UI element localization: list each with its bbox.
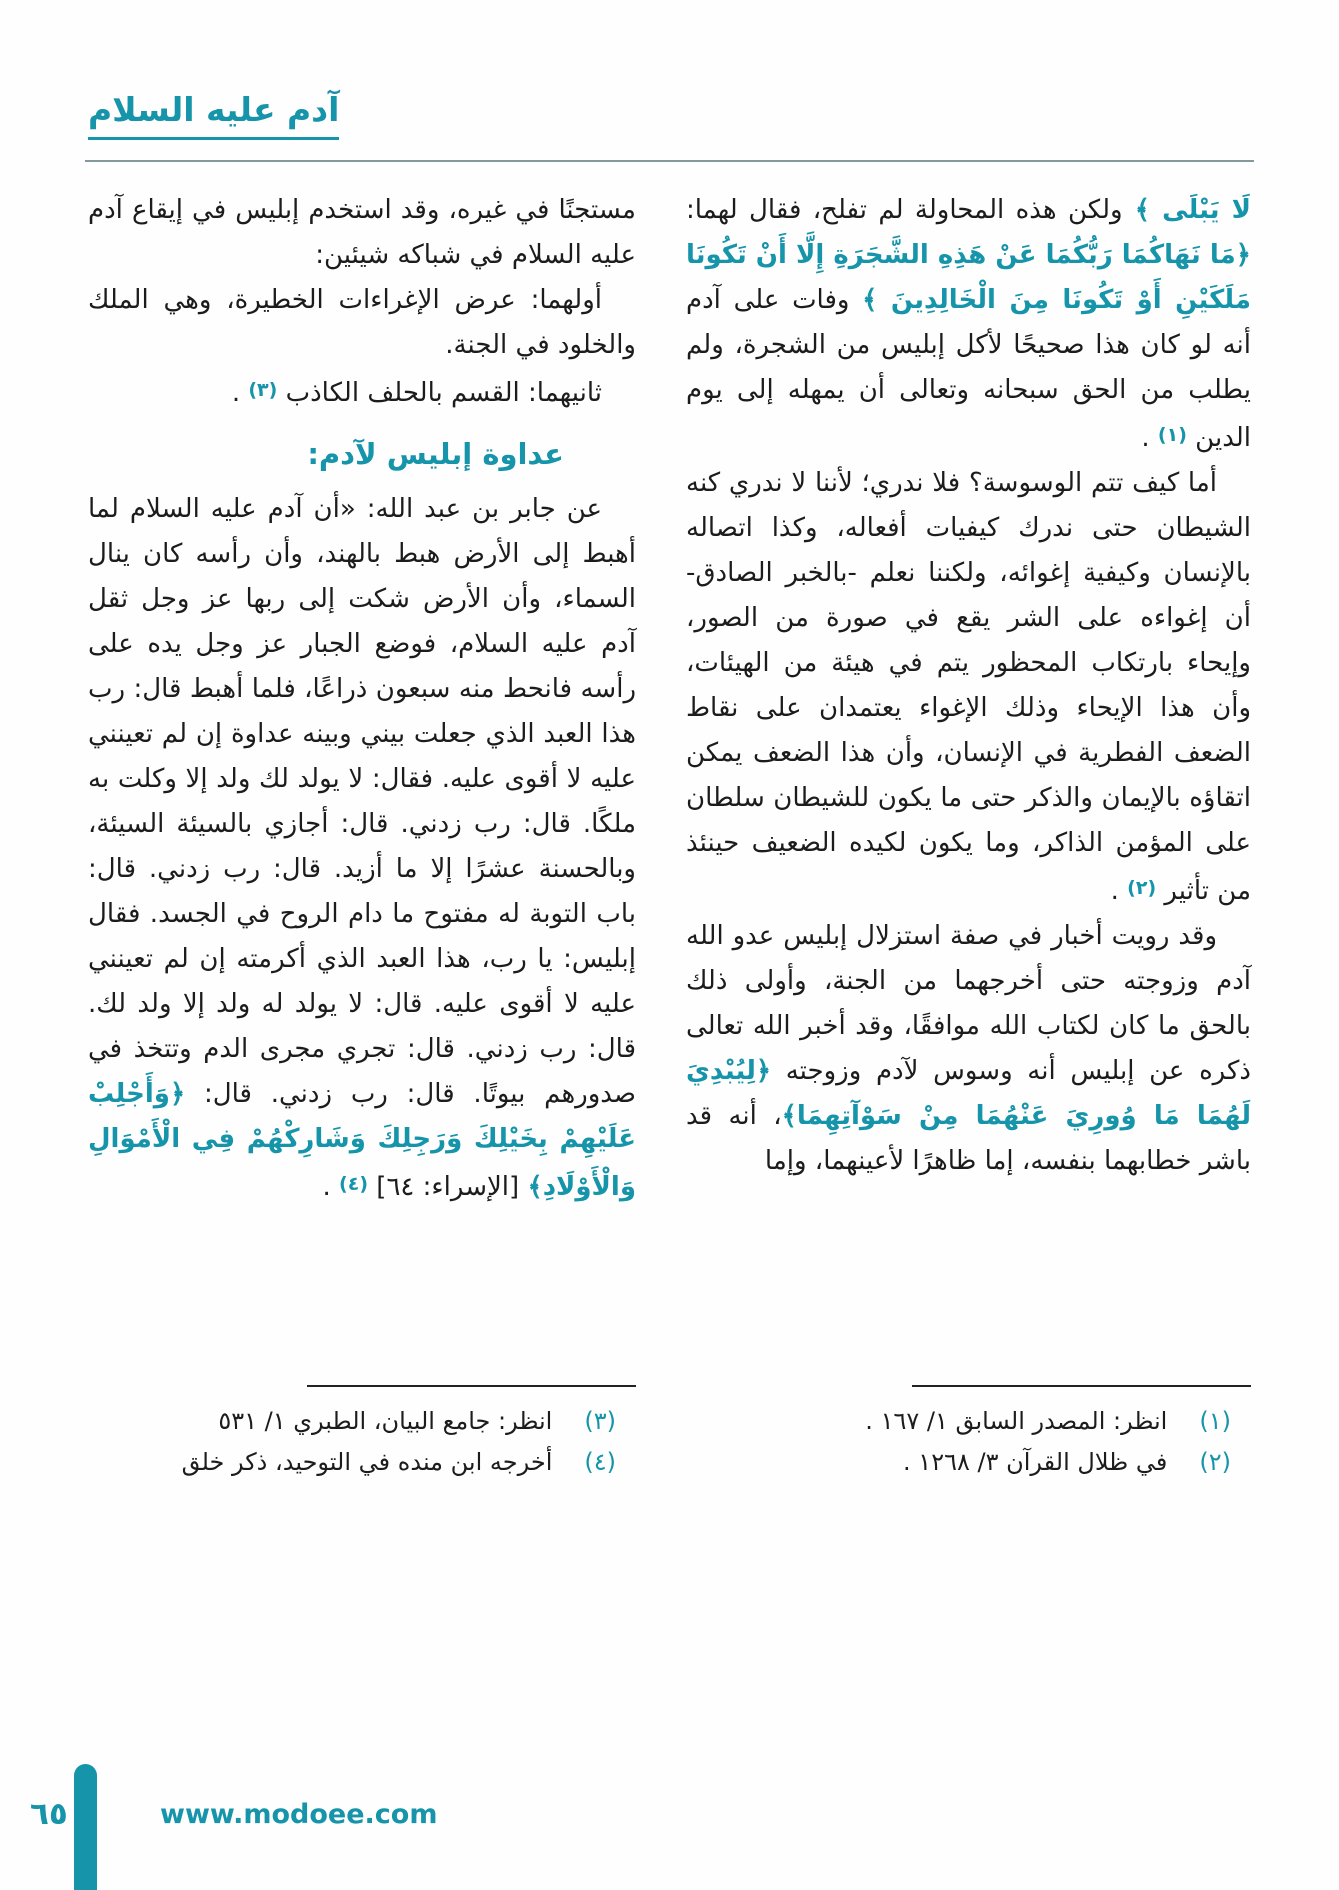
footnote-text: انظر: جامع البيان، الطبري ١/ ٥٣١ [218,1407,553,1435]
footnote-marker: (١) [1157,424,1187,446]
body-text: أما كيف تتم الوسوسة؟ فلا ندري؛ لأننا لا ندري كنه الشيطان حتى ندرك كيفيات أفعاله، وكذا اتصاله بالإنسان وكيفية إغوائه، ولكننا نعلم -بالخبر الصادق- أن إغواءه على الشر يقع في صورة من الصور، وإيحاء بارتكاب المحظور يتم في هيئة من الهيئات، وأن هذا الإيحاء وذلك الإغواء يعتمدان على نقاط الضعف الفطرية في الإنسان، وأن هذا الضعف يمكن اتقاؤه بالإيمان والذكر حتى ما يكون للشيطان سلطان على المؤمن الذاكر، وما يكون لكيده الضعيف حينئذ من تأثير [686,468,1251,906]
page-number: ٦٥ [30,1796,68,1832]
footnote-text: في ظلال القرآن ٣/ ١٢٦٨ . [903,1448,1168,1476]
paragraph [88,278,636,368]
footnote-separator [912,1385,1251,1387]
left-column [88,188,636,1483]
footnote-number: (٤) [584,1448,616,1476]
paragraph [686,461,1251,914]
left-footnote-list [88,1401,636,1483]
body-text: [الإسراء: ٦٤] [368,1172,528,1202]
left-footnotes [88,1377,636,1483]
footnote-number: (١) [1199,1407,1231,1435]
quran-verse: ﴿لِيُبْدِيَ لَهُمَا مَا وُورِيَ عَنْهُمَا مِنْ سَوْآتِهِمَا﴾ [686,1056,1251,1131]
footnote [686,1442,1251,1483]
right-column-body [686,188,1251,1184]
left-column-body [88,188,636,1210]
footer-accent-bar [74,1764,97,1890]
paragraph [88,188,636,278]
body-text: عن جابر بن عبد الله: «أن آدم عليه السلام لما أهبط إلى الأرض هبط بالهند، وأن رأسه كان ينال السماء، وأن الأرض شكت إلى ربها عز وجل ثقل آدم عليه السلام، فوضع الجبار عز وجل يده على رأسه فانحط منه سبعون ذراعًا، فلما أهبط قال: رب هذا العبد الذي جعلت بيني وبينه عداوة إن لم تعينني عليه لا أقوى عليه. فقال: لا يولد لك ولد إلا وكلت به ملكًا. قال: رب زدني. قال: أجازي بالسيئة السيئة، وبالحسنة عشرًا إلا ما أزيد. قال: رب زدني. قال: باب التوبة له مفتوح ما دام الروح في الجسد. فقال إبليس: يا رب، هذا العبد الذي أكرمته إن لم تعينني عليه لا أقوى عليه. قال: لا يولد له ولد إلا ولد لك. قال: رب زدني. قال: تجري مجرى الدم وتتخذ في صدورهم بيوتًا. قال: رب زدني. قال: [88,494,636,1109]
quran-verse: لَا يَبْلَى ﴾ [1122,195,1252,225]
page-header-title: آدم عليه السلام [88,90,339,140]
body-text: ولكن هذه المحاولة لم تفلح، فقال لهما: [686,195,1123,225]
body-text: أولهما: عرض الإغراءات الخطيرة، وهي الملك والخلود في الجنة. [88,285,636,360]
quran-verse: ﴿مَا نَهَاكُمَا رَبُّكُمَا عَنْ هَذِهِ الشَّجَرَةِ إِلَّا أَنْ تَكُونَا مَلَكَيْنِ أَوْ تَكُونَا مِنَ الْخَالِدِينَ ﴾ [686,240,1251,315]
right-footnotes [686,1377,1251,1483]
body-text: ثانيهما: القسم بالحلف الكاذب [277,378,602,408]
paragraph [686,188,1251,461]
body-text: . [1110,876,1128,906]
header-rule [85,160,1254,162]
body-text: . [1141,423,1158,453]
footnote-marker: (٢) [1127,877,1157,899]
body-text: وفات على آدم أنه لو كان هذا صحيحًا لأكل إبليس من الشجرة، ولم يطلب من الحق سبحانه وتعالى أن يمهله إلى يوم الدين [686,285,1251,453]
footnote-separator [307,1385,636,1387]
body-text: وقد رويت أخبار في صفة استزلال إبليس عدو الله آدم وزوجته حتى أخرجهما من الجنة، وأولى ذلك بالحق ما كان لكتاب الله موافقًا، وقد أخبر الله تعالى ذكره عن إبليس أنه وسوس لآدم وزوجته [686,921,1251,1086]
right-column [686,188,1251,1483]
footnote-number: (٢) [1199,1448,1231,1476]
footnote [88,1401,636,1442]
footnote-marker: (٤) [339,1173,369,1195]
body-text: ، أنه قد باشر خطابهما بنفسه، إما ظاهرًا لأعينهما، وإما [686,1101,1251,1176]
body-text: . [231,378,249,408]
paragraph [88,487,636,1210]
footnote-text: أخرجه ابن منده في التوحيد، ذكر خلق [181,1448,553,1476]
body-text: مستجنًا في غيره، وقد استخدم إبليس في إيقاع آدم عليه السلام في شباكه شيئين: [88,195,636,270]
body-text: . [322,1172,340,1202]
paragraph [686,914,1251,1184]
footnote [686,1401,1251,1442]
website-url: www.modoee.com [160,1799,438,1830]
footnote-number: (٣) [584,1407,616,1435]
footnote-marker: (٣) [248,379,278,401]
paragraph [88,368,636,416]
footnote [88,1442,636,1483]
footnote-text: انظر: المصدر السابق ١/ ١٦٧ . [865,1407,1168,1435]
quran-verse: ﴿وَأَجْلِبْ عَلَيْهِمْ بِخَيْلِكَ وَرَجِلِكَ وَشَارِكْهُمْ فِي الْأَمْوَالِ وَالْأَوْلَادِ﴾ [88,1079,636,1202]
text-columns [88,188,1251,1483]
section-heading: عداوة إبليس لآدم: [307,437,564,471]
right-footnote-list [686,1401,1251,1483]
